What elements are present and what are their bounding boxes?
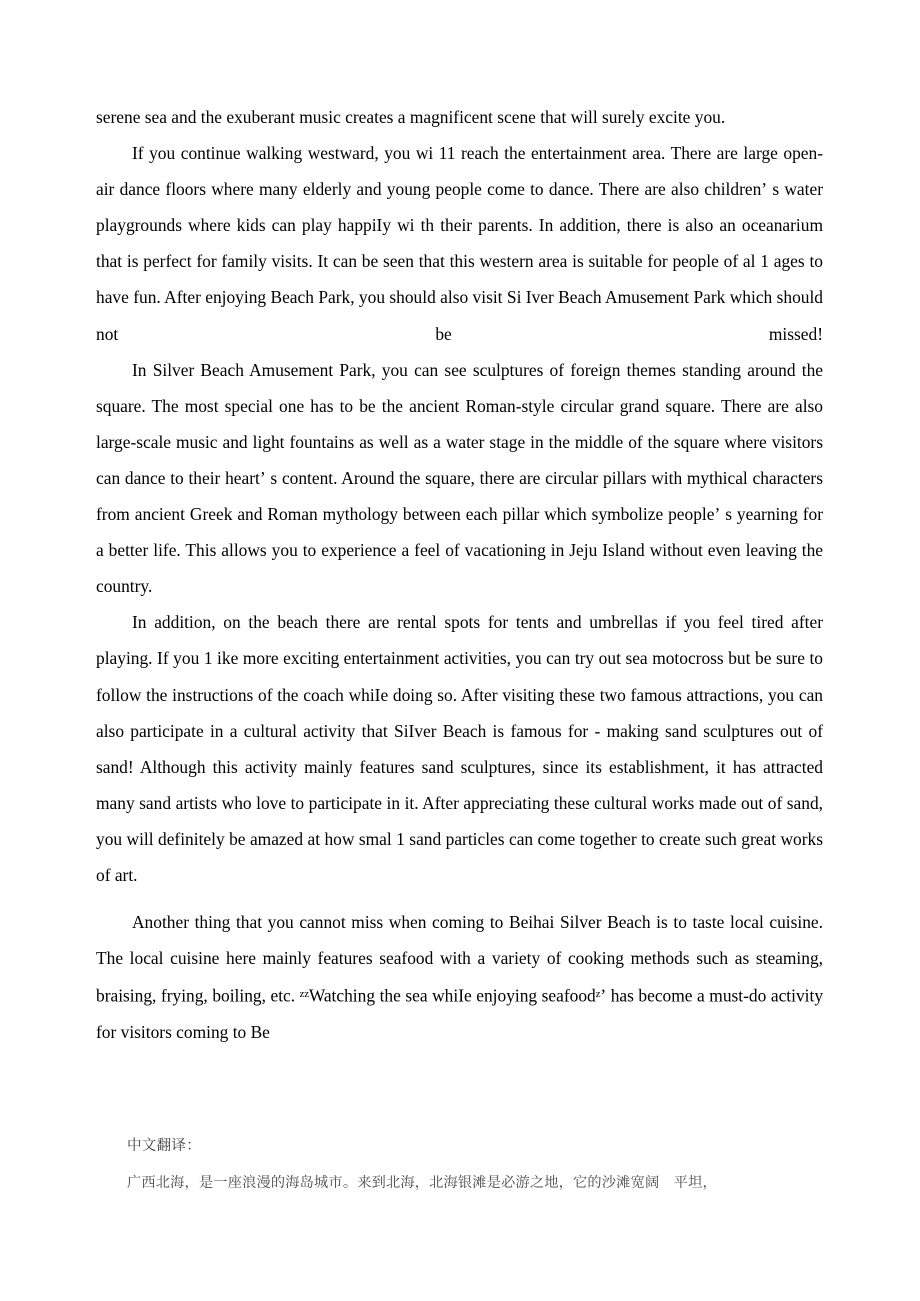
paragraph-text-segment: s yearning for a better life. This allows you to experience a feel of vacationing in Jeju Island without even leaving the country.	[96, 504, 823, 597]
chinese-translation-body: 广西北海，是一座浪漫的海岛城市。来到北海，北海银滩是必游之地，它的沙滩宽阔 平坦，	[127, 1175, 717, 1191]
ocr-close-quote-glyph: z	[595, 988, 601, 1001]
ocr-apostrophe-glyph: ʼ	[259, 467, 266, 488]
chinese-translation-heading: 中文翻译：	[127, 1138, 201, 1154]
paragraph-text-segment: has become a must-do activity for visitors coming to Be	[96, 985, 824, 1042]
ocr-apostrophe-glyph: ʼ	[714, 504, 721, 525]
body-text-column	[96, 99, 823, 1050]
paragraph-entertainment-area	[96, 135, 823, 352]
ocr-apostrophe-glyph: ʼ	[600, 985, 607, 1006]
paragraph-silver-beach-park	[96, 352, 823, 605]
paragraph-text-segment: s content. Around the square, there are circular pillars with mythical characters from ancient Greek and Roman mythology between each pillar which symbolize people	[96, 467, 823, 525]
paragraph-continuation: serene sea and the exuberant music creates a magnificent scene that will surely excite you.	[96, 107, 726, 127]
paragraph-rentals-and-sand: In addition, on the beach there are rental spots for tents and umbrellas if you feel tired after playing. If you 1 ike more exciting entertainment activities, you can try out sea motocross but be sure to follow the instructions of the coach whiIe doing so. After visiting these two famous attractions, you can also participate in a cultural activity that SiIver Beach is famous for - making sand sculptures out of sand! Although this activity mainly features sand sculptures, since its establishment, it has attracted many sand artists who love to participate in it. After appreciating these cultural works made out of sand, you will definitely be amazed at how smal 1 sand particles can come together to create such great works of art.	[96, 612, 823, 885]
paragraph-text-segment: Watching the sea whiIe enjoying seafood	[308, 985, 596, 1006]
paragraph-text-segment: In Silver Beach Amusement Park, you can see sculptures of foreign themes standing around the square. The most special one has to be the ancient Roman-style circular grand square. There are also large-scale music and light fountains as well as a water stage in the middle of the square where visitors can dance to their heart	[96, 359, 823, 488]
paragraph-text-segment: Another thing that you cannot miss when coming to Beihai Silver Beach is to taste local cuisine. The local cuisine here mainly features seafood with a variety of cooking methods such as steaming, braising, frying, boiling, etc.	[96, 912, 823, 1006]
chinese-translation-block	[127, 1134, 827, 1196]
paragraph-text-segment: If you continue walking westward, you wi 11 reach the entertainment area. There are large open-air dance floors where many elderly and young people come to dance. There are also children	[96, 143, 823, 200]
paragraph-text-segment: s water playgrounds where kids can play happiIy wi th their parents. In addition, there is also an oceanarium that is perfect for family visits. It can be seen that this western area is suitable for people of al 1 ages to have fun. After enjoying Beach Park, you should also visit Si Iver Beach Amusement Park which should not be missed!	[96, 179, 823, 344]
ocr-apostrophe-glyph: ʼ	[761, 179, 768, 200]
ocr-open-quote-glyph: zz	[299, 988, 309, 1001]
paragraph-local-cuisine	[96, 904, 823, 1050]
